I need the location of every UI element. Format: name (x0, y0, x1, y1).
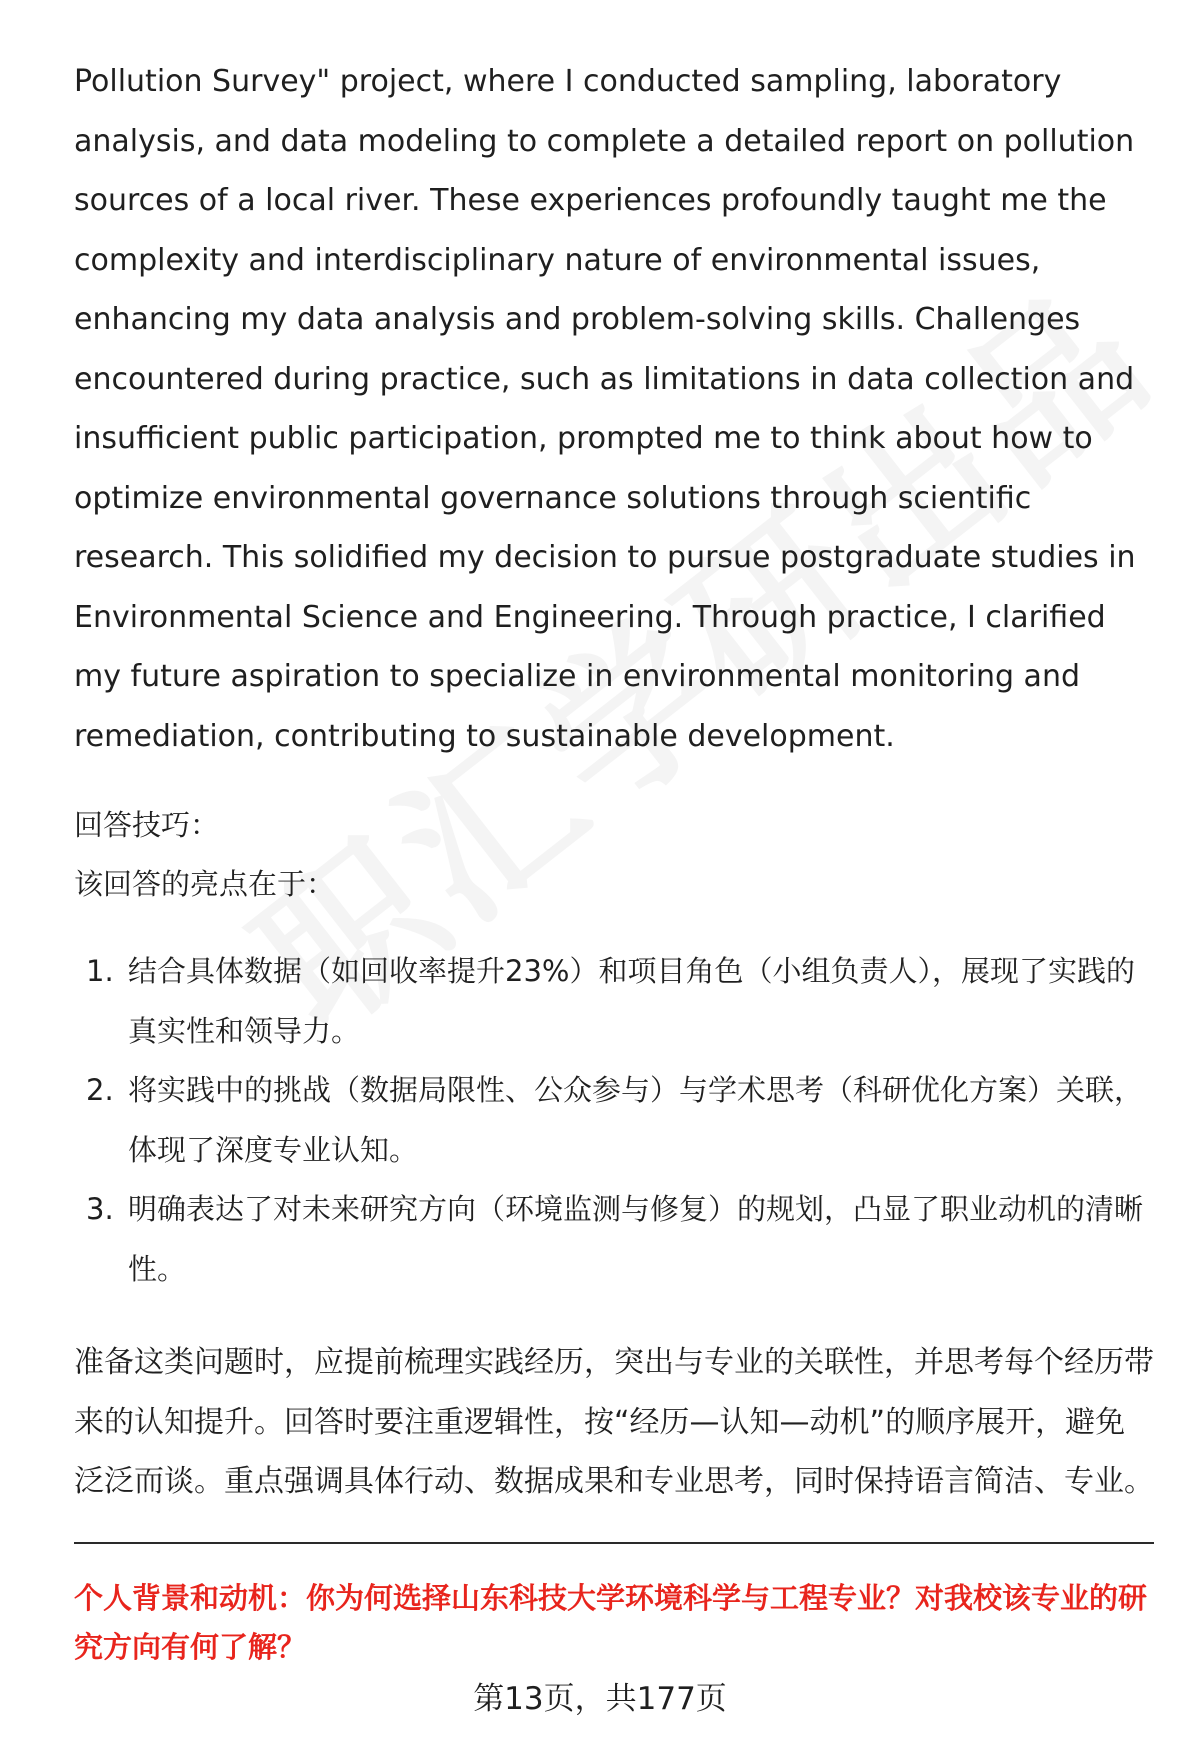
next-question-heading: 个人背景和动机：你为何选择山东科技大学环境科学与工程专业？对我校该专业的研究方向有何了解？ (74, 1580, 1148, 1664)
list-text: 将实践中的挑战（数据局限性、公众参与）与学术思考（科研优化方案）关联，体现了深度专业认知。 (128, 1073, 1144, 1167)
page-content (74, 52, 1154, 1672)
advice-paragraph: 准备这类问题时，应提前梳理实践经历，突出与专业的关联性，并思考每个经历带来的认知提升。回答时要注重逻辑性，按“经历—认知—动机”的顺序展开，避免泛泛而谈。重点强调具体行动、数据成果和专业思考，同时保持语言简洁、专业。 (74, 1345, 1154, 1499)
tips-heading: 回答技巧： (74, 808, 220, 842)
section-divider (74, 1542, 1154, 1544)
list-number: 3. (86, 1192, 114, 1226)
tips-intro: 该回答的亮点在于： (74, 867, 336, 901)
answer-paragraph: Pollution Survey" project, where I conducted sampling, laboratory analysis, and data modeling to complete a detailed report on pollution sources of a local river. These experiences profoundly taught me the complexity and interdisciplinary nature of environmental issues, enhancing my data analysis and problem-solving skills. Challenges encountered during practice, such as limitations in data collection and insufficient public participation, prompted me to think about how to optimize environmental governance solutions through scientific research. This solidified my decision to pursue postgraduate studies in Environmental Science and Engineering. Through practice, I clarified my future aspiration to specialize in environmental monitoring and remediation, contributing to sustainable development. (74, 64, 1136, 754)
page-footer: 第13页，共177页 (473, 1681, 727, 1717)
list-item (74, 1180, 1154, 1299)
list-item (74, 942, 1154, 1061)
list-number: 1. (86, 954, 114, 988)
list-text: 明确表达了对未来研究方向（环境监测与修复）的规划，凸显了职业动机的清晰性。 (128, 1192, 1144, 1286)
highlights-list (74, 942, 1154, 1299)
list-number: 2. (86, 1073, 114, 1107)
list-item (74, 1061, 1154, 1180)
list-text: 结合具体数据（如回收率提升23%）和项目角色（小组负责人），展现了实践的真实性和领导力。 (128, 954, 1135, 1048)
